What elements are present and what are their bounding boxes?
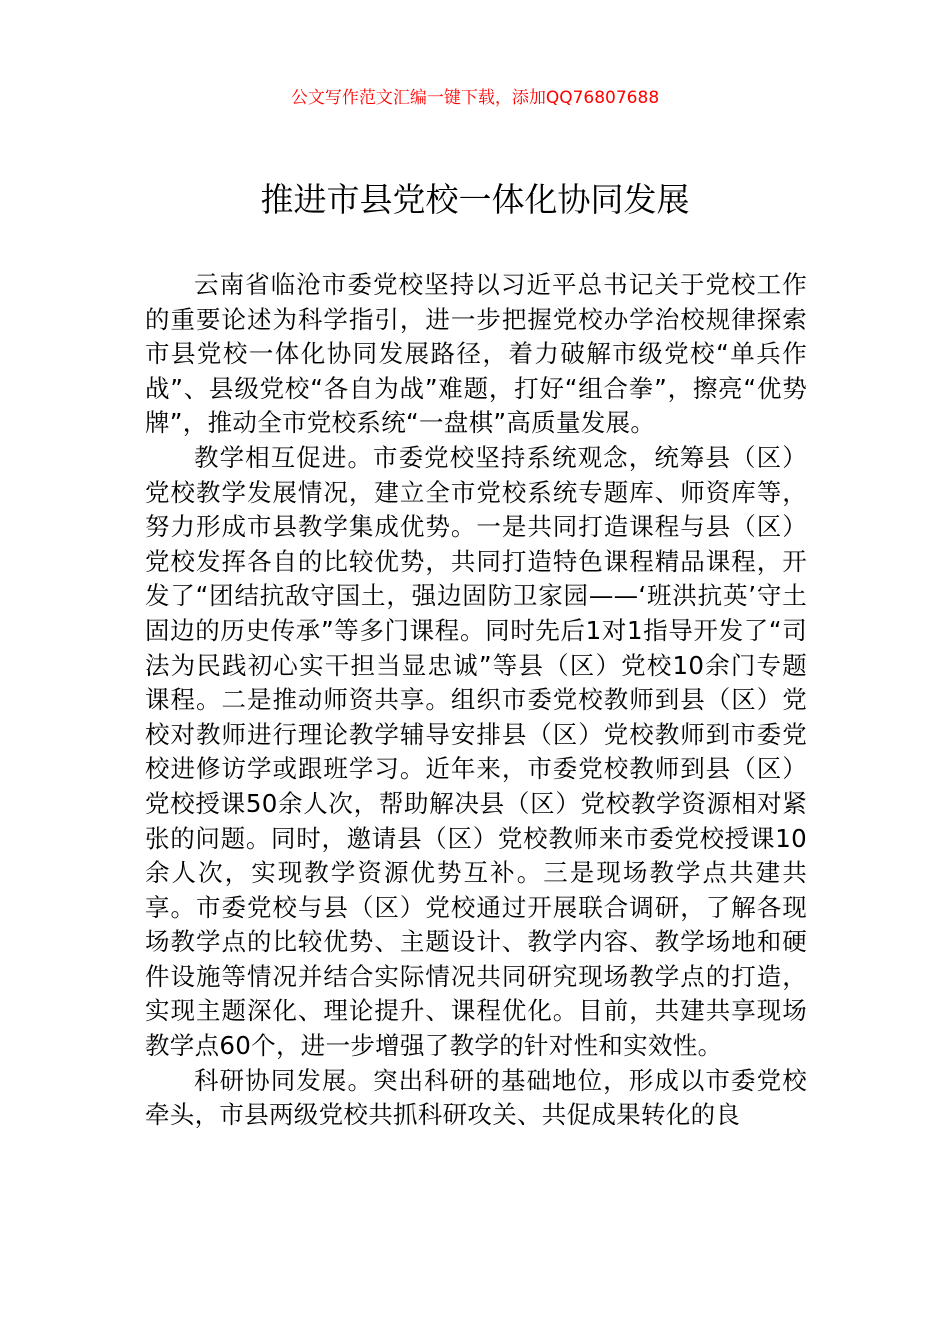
document-title: 推进市县党校一体化协同发展 (260, 180, 690, 219)
paragraph-research: 科研协同发展。突出科研的基础地位，形成以市委党校牵头，市县两级党校共抓科研攻关、共促成果转化的良 (145, 1065, 807, 1130)
paragraph-teaching: 教学相互促进。市委党校坚持系统观念，统筹县（区）党校教学发展情况，建立全市党校系统专题库、师资库等，努力形成市县教学集成优势。一是共同打造课程与县（区）党校发挥各自的比较优势，共同打造特色课程精品课程，开发了“团结抗敌守国土，强边固防卫家园——‘班洪抗英’守土固边的历史传承”等多门课程。同时先后1对1指导开发了“司法为民践初心实干担当显忠诚”等县（区）党校10余门专题课程。二是推动师资共享。组织市委党校教师到县（区）党校对教师进行理论教学辅导安排县（区）党校教师到市委党校进修访学或跟班学习。近年来，市委党校教师到县（区）党校授课50余人次，帮助解决县（区）党校教学资源相对紧张的问题。同时，邀请县（区）党校教师来市委党校授课10余人次，实现教学资源优势互补。三是现场教学点共建共享。市委党校与县（区）党校通过开展联合调研，了解各现场教学点的比较优势、主题设计、教学内容、教学场地和硬件设施等情况并结合实际情况共同研究现场教学点的打造，实现主题深化、理论提升、课程优化。目前，共建共享现场教学点60个，进一步增强了教学的针对性和实效性。 (145, 442, 807, 1061)
document-body (145, 268, 807, 1133)
paragraph-intro: 云南省临沧市委党校坚持以习近平总书记关于党校工作的重要论述为科学指引，进一步把握党校办学治校规律探索市县党校一体化协同发展路径，着力破解市级党校“单兵作战”、县级党校“各自为战”难题，打好“组合拳”，擦亮“优势牌”，推动全市党校系统“一盘棋”高质量发展。 (145, 270, 807, 438)
header-download-note: 公文写作范文汇编一键下载，添加QQ76807688 (290, 88, 660, 108)
